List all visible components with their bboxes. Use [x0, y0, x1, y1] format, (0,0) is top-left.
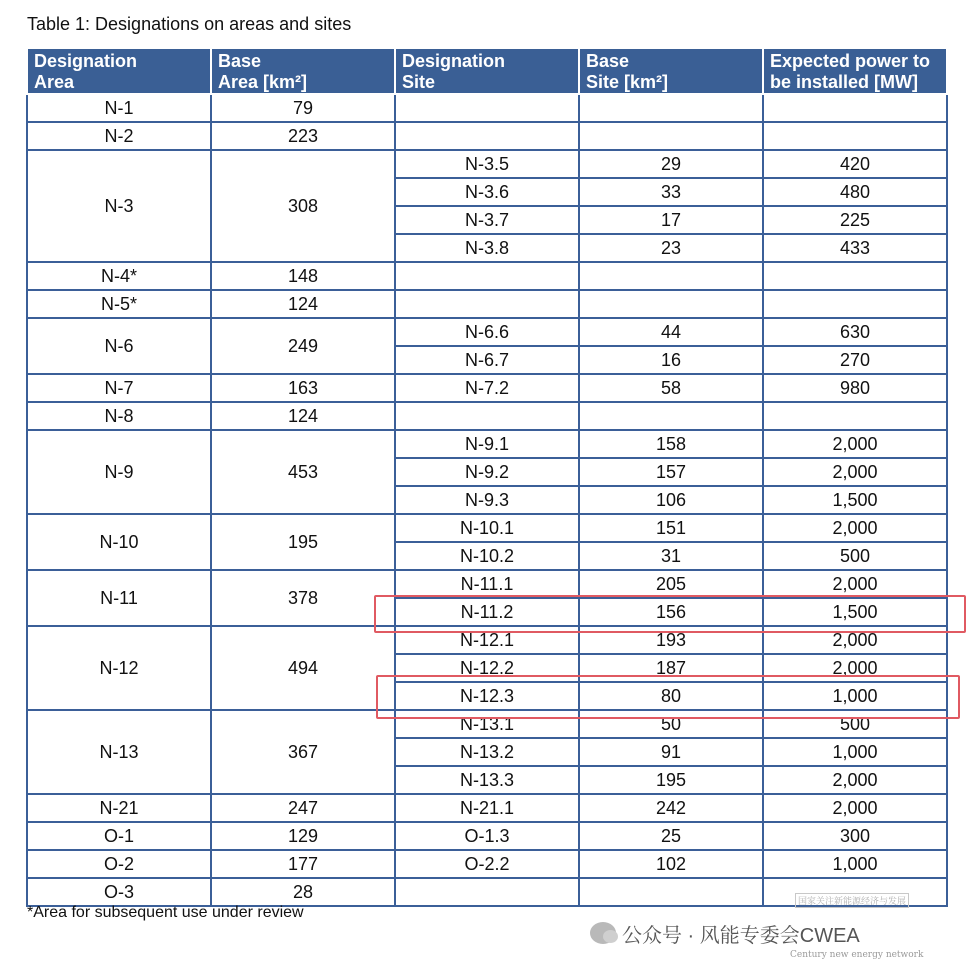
cell-base-area: 308 [211, 150, 395, 262]
cell-base-site [579, 94, 763, 122]
cell-designation-site: N-6.6 [395, 318, 579, 346]
watermark-subtext: Century new energy network [790, 950, 924, 960]
cell-base-area: 378 [211, 570, 395, 626]
cell-expected-power: 2,000 [763, 626, 947, 654]
cell-designation-area: N-6 [27, 318, 211, 374]
cell-designation-area: N-10 [27, 514, 211, 570]
header-base-site: Base Site [km²] [579, 48, 763, 94]
cell-base-site: 195 [579, 766, 763, 794]
table-row [27, 318, 947, 346]
cell-base-site: 23 [579, 234, 763, 262]
cell-expected-power [763, 94, 947, 122]
table-row [27, 430, 947, 458]
cell-designation-site: N-6.7 [395, 346, 579, 374]
highlight-box-n-12-3 [376, 675, 960, 719]
cell-base-area: 223 [211, 122, 395, 150]
cell-base-area: 163 [211, 374, 395, 402]
cell-base-site: 16 [579, 346, 763, 374]
cell-expected-power: 225 [763, 206, 947, 234]
cell-base-site: 44 [579, 318, 763, 346]
cell-base-site: 205 [579, 570, 763, 598]
table-row [27, 122, 947, 150]
table-row [27, 822, 947, 850]
cell-base-site: 31 [579, 542, 763, 570]
cell-expected-power [763, 402, 947, 430]
cell-expected-power: 1,000 [763, 682, 947, 710]
cell-designation-site: O-2.2 [395, 850, 579, 878]
cell-expected-power: 480 [763, 178, 947, 206]
cell-designation-site [395, 122, 579, 150]
table-body [27, 94, 947, 906]
cell-designation-site: N-7.2 [395, 374, 579, 402]
cell-base-site: 29 [579, 150, 763, 178]
cell-designation-site: N-3.6 [395, 178, 579, 206]
cell-expected-power: 420 [763, 150, 947, 178]
cell-expected-power: 1,500 [763, 486, 947, 514]
cell-designation-site: N-9.2 [395, 458, 579, 486]
watermark [590, 918, 860, 948]
cell-expected-power: 300 [763, 822, 947, 850]
cell-expected-power: 2,000 [763, 570, 947, 598]
cell-base-site: 242 [579, 794, 763, 822]
cell-designation-site: N-12.1 [395, 626, 579, 654]
cell-base-site: 80 [579, 682, 763, 710]
cell-base-site [579, 262, 763, 290]
cell-designation-site [395, 94, 579, 122]
cell-base-site: 17 [579, 206, 763, 234]
cell-expected-power: 2,000 [763, 514, 947, 542]
cell-base-area: 367 [211, 710, 395, 794]
cell-expected-power: 980 [763, 374, 947, 402]
cell-designation-site [395, 290, 579, 318]
cell-expected-power: 2,000 [763, 654, 947, 682]
table-row [27, 374, 947, 402]
cell-designation-site: N-11.1 [395, 570, 579, 598]
cell-designation-site: N-12.3 [395, 682, 579, 710]
cell-designation-area: N-8 [27, 402, 211, 430]
cell-designation-area: N-21 [27, 794, 211, 822]
table-row [27, 262, 947, 290]
cell-base-site: 193 [579, 626, 763, 654]
cell-designation-site: N-9.1 [395, 430, 579, 458]
cell-base-site: 106 [579, 486, 763, 514]
cell-base-site: 151 [579, 514, 763, 542]
cell-designation-site [395, 402, 579, 430]
cell-designation-area: N-3 [27, 150, 211, 262]
cell-designation-site: N-13.1 [395, 710, 579, 738]
cell-base-site: 156 [579, 598, 763, 626]
cell-designation-area: N-5* [27, 290, 211, 318]
cell-designation-area: N-13 [27, 710, 211, 794]
cell-designation-site: N-10.2 [395, 542, 579, 570]
cell-expected-power: 1,000 [763, 738, 947, 766]
cell-expected-power: 500 [763, 542, 947, 570]
cell-designation-area: N-11 [27, 570, 211, 626]
cell-designation-site: O-1.3 [395, 822, 579, 850]
cell-expected-power [763, 262, 947, 290]
cell-base-area: 148 [211, 262, 395, 290]
cell-base-site [579, 878, 763, 906]
header-designation-area: Designation Area [27, 48, 211, 94]
cell-designation-site: N-21.1 [395, 794, 579, 822]
watermark-tag: 国家关注新能源经济与发展 [795, 893, 909, 908]
cell-expected-power: 630 [763, 318, 947, 346]
table-row [27, 150, 947, 178]
header-expected-power: Expected power to be installed [MW] [763, 48, 947, 94]
cell-base-area: 79 [211, 94, 395, 122]
cell-base-area: 195 [211, 514, 395, 570]
cell-designation-area: N-2 [27, 122, 211, 150]
cell-expected-power [763, 290, 947, 318]
cell-base-site: 187 [579, 654, 763, 682]
cell-expected-power [763, 122, 947, 150]
cell-designation-area: O-2 [27, 850, 211, 878]
cell-expected-power: 2,000 [763, 794, 947, 822]
cell-designation-area: N-12 [27, 626, 211, 710]
cell-base-area: 124 [211, 402, 395, 430]
cell-base-site [579, 402, 763, 430]
cell-designation-area: O-1 [27, 822, 211, 850]
table-row [27, 794, 947, 822]
cell-designation-area: N-1 [27, 94, 211, 122]
cell-base-area: 247 [211, 794, 395, 822]
cell-designation-site: N-12.2 [395, 654, 579, 682]
highlight-box-n-11-2 [374, 595, 966, 633]
cell-designation-area: O-3 [27, 878, 211, 906]
cell-expected-power: 433 [763, 234, 947, 262]
table-row [27, 290, 947, 318]
cell-base-area: 453 [211, 430, 395, 514]
table-row [27, 402, 947, 430]
cell-expected-power: 2,000 [763, 458, 947, 486]
header-base-area: Base Area [km²] [211, 48, 395, 94]
cell-designation-site: N-10.1 [395, 514, 579, 542]
cell-base-area: 249 [211, 318, 395, 374]
cell-base-site: 91 [579, 738, 763, 766]
cell-expected-power: 500 [763, 710, 947, 738]
table-row [27, 514, 947, 542]
cell-base-area: 28 [211, 878, 395, 906]
cell-designation-site: N-13.3 [395, 766, 579, 794]
cell-base-site: 33 [579, 178, 763, 206]
cell-base-area: 177 [211, 850, 395, 878]
designations-table [26, 47, 948, 907]
cell-base-area: 124 [211, 290, 395, 318]
cell-expected-power: 1,000 [763, 850, 947, 878]
table-row [27, 94, 947, 122]
cell-base-site: 58 [579, 374, 763, 402]
cell-designation-area: N-9 [27, 430, 211, 514]
wechat-icon [590, 922, 616, 944]
table-row [27, 570, 947, 598]
cell-designation-site: N-9.3 [395, 486, 579, 514]
cell-designation-area: N-7 [27, 374, 211, 402]
watermark-text: 公众号 · 风能专委会CWEA [622, 924, 860, 947]
cell-base-site: 157 [579, 458, 763, 486]
footnote: *Area for subsequent use under review [27, 904, 304, 921]
cell-base-site: 158 [579, 430, 763, 458]
cell-base-site [579, 290, 763, 318]
cell-designation-site: N-3.8 [395, 234, 579, 262]
cell-expected-power: 2,000 [763, 766, 947, 794]
cell-designation-site: N-13.2 [395, 738, 579, 766]
cell-expected-power: 2,000 [763, 430, 947, 458]
table-header-row [27, 48, 947, 94]
cell-base-site: 50 [579, 710, 763, 738]
table-caption: Table 1: Designations on areas and sites [27, 14, 352, 34]
cell-designation-area: N-4* [27, 262, 211, 290]
table-row [27, 850, 947, 878]
header-designation-site: Designation Site [395, 48, 579, 94]
cell-base-area: 129 [211, 822, 395, 850]
cell-designation-site [395, 878, 579, 906]
cell-designation-site [395, 262, 579, 290]
cell-designation-site: N-3.5 [395, 150, 579, 178]
cell-base-site: 102 [579, 850, 763, 878]
cell-expected-power: 1,500 [763, 598, 947, 626]
cell-base-site [579, 122, 763, 150]
cell-designation-site: N-3.7 [395, 206, 579, 234]
cell-base-site: 25 [579, 822, 763, 850]
cell-base-area: 494 [211, 626, 395, 710]
cell-designation-site: N-11.2 [395, 598, 579, 626]
cell-expected-power: 270 [763, 346, 947, 374]
